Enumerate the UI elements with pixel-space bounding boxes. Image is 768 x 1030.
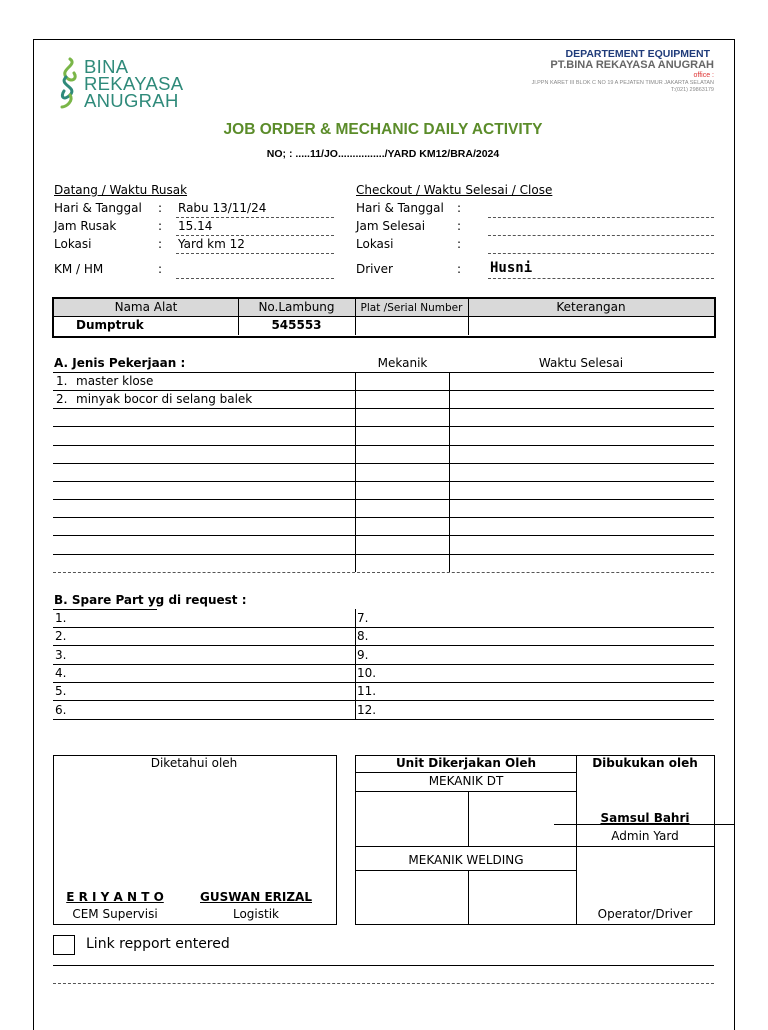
datang-colon: :: [158, 219, 163, 233]
jenis-row-line: [53, 554, 714, 555]
equipment-col-keterangan: Keterangan: [556, 300, 626, 314]
jenis-row-line: [53, 535, 714, 536]
logo-text-3: ANUGRAH: [84, 90, 179, 111]
spare-item-right[interactable]: 8.: [357, 629, 369, 644]
jenis-row-line: [53, 445, 714, 446]
company-name: PT.BINA REKAYASA ANUGRAH: [550, 59, 714, 71]
spare-item-left[interactable]: 5.: [55, 684, 67, 699]
logo-text-2: REKAYASA: [84, 73, 184, 94]
spare-row-line: [53, 645, 714, 646]
checkout-label: Jam Selesai: [356, 219, 426, 233]
datang-label: Jam Rusak: [54, 219, 117, 233]
equipment-lambung-value[interactable]: 545553: [271, 318, 322, 332]
jenis-row-line: [53, 517, 714, 518]
company-address: Jl.PPN KARET III BLOK C NO 19 A PEJATEN TIMUR JAKARTA SELATAN: [531, 80, 714, 86]
mekanik-col-header: Mekanik: [377, 356, 428, 370]
spare-row-line: [53, 664, 714, 665]
spare-row-line: [53, 627, 714, 628]
datang-value[interactable]: Rabu 13/11/24: [178, 201, 267, 215]
signatory-role-3: Admin Yard: [611, 829, 679, 843]
datang-value[interactable]: Yard km 12: [178, 237, 245, 251]
checkout-label: Hari & Tanggal: [356, 201, 444, 215]
form-title: JOB ORDER & MECHANIC DAILY ACTIVITY: [223, 121, 543, 138]
logo-swirl-icon: [56, 57, 84, 111]
spare-item-right[interactable]: 7.: [357, 611, 369, 625]
spare-heading: B. Spare Part yg di request :: [54, 593, 247, 607]
spare-item-left[interactable]: 3.: [55, 647, 67, 662]
checkout-colon: :: [457, 219, 462, 233]
signatory-name-1: E R I Y A N T O: [66, 890, 164, 904]
checkout-label: Driver: [356, 262, 393, 276]
spare-col-line: [355, 609, 356, 720]
unit-heading: Unit Dikerjakan Oleh: [395, 756, 537, 770]
jenis-bottom-line: [53, 572, 714, 573]
jenis-row-line: [53, 463, 714, 464]
checkout-label: Lokasi: [356, 237, 394, 251]
signatory-role-2: Logistik: [232, 907, 279, 921]
spare-item-left[interactable]: 4.: [55, 665, 67, 680]
spare-item-right[interactable]: 9.: [357, 647, 369, 662]
jenis-row-line: [53, 481, 714, 482]
spare-item-right[interactable]: 12.: [357, 702, 377, 717]
spare-item-left[interactable]: 2.: [55, 629, 67, 644]
datang-label: Hari & Tanggal: [54, 201, 142, 215]
jenis-item-no: 2.: [56, 392, 68, 406]
checkout-colon: :: [457, 237, 462, 251]
datang-value[interactable]: 15.14: [178, 219, 213, 233]
jenis-row-line: [53, 499, 714, 500]
dept-name: DEPARTEMENT EQUIPMENT: [565, 48, 710, 60]
spare-row-line: [53, 682, 714, 683]
signatory-role-1: CEM Supervisi: [72, 907, 158, 921]
logo-text-1: BINA: [84, 56, 129, 77]
link-report-checkbox[interactable]: [53, 935, 75, 955]
diketahui-label: Diketahui oleh: [150, 756, 238, 770]
equipment-nama-value[interactable]: Dumptruk: [76, 318, 144, 332]
checkout-colon: :: [457, 201, 462, 215]
jenis-row-line: [53, 390, 714, 391]
equipment-col-nama: Nama Alat: [114, 300, 178, 314]
jenis-col-line: [355, 372, 356, 572]
signatory-name-3: Samsul Bahri: [600, 811, 690, 825]
signatory-name-2: GUSWAN ERIZAL: [200, 890, 312, 904]
mekanik-dt-label: MEKANIK DT: [428, 774, 504, 788]
equipment-col-plat: Plat /Serial Number: [360, 302, 463, 314]
waktu-selesai-col-header: Waktu Selesai: [538, 356, 624, 370]
spare-item-right[interactable]: 10.: [357, 665, 377, 680]
company-phone: T:(021) 29863179: [670, 87, 714, 93]
checkout-colon: :: [457, 262, 462, 276]
spare-item-left[interactable]: 6.: [55, 702, 67, 717]
equipment-col-lambung: No.Lambung: [258, 300, 335, 314]
driver-name[interactable]: Husni: [490, 260, 533, 276]
jenis-row-line: [53, 372, 714, 373]
datang-label: Lokasi: [54, 237, 92, 251]
datang-label: KM / HM: [54, 262, 104, 276]
signatory-role-4: Operator/Driver: [597, 907, 693, 921]
office-label: office :: [693, 72, 714, 79]
jenis-row-line: [53, 426, 714, 427]
company-logo: [56, 57, 186, 111]
jenis-item-no: 1.: [56, 374, 68, 388]
spare-row-line: [53, 700, 714, 701]
datang-colon: :: [158, 237, 163, 251]
datang-colon: :: [158, 201, 163, 215]
jenis-row-line: [53, 408, 714, 409]
link-report-label: Link repport entered: [86, 936, 230, 952]
spare-item-right[interactable]: 11.: [357, 684, 377, 699]
checkout-heading: Checkout / Waktu Selesai / Close: [356, 183, 553, 197]
mekanik-welding-label: MEKANIK WELDING: [408, 853, 524, 867]
job-order-number: NO; : .....11/JO................/YARD KM12/BRA/2024: [266, 148, 500, 160]
jenis-item-text[interactable]: minyak bocor di selang balek: [76, 392, 253, 406]
datang-colon: :: [158, 262, 163, 276]
jenis-heading: A. Jenis Pekerjaan :: [54, 356, 186, 370]
dibukukan-label: Dibukukan oleh: [592, 756, 698, 770]
jenis-col-line: [449, 372, 450, 572]
spare-heading-underline: [53, 609, 157, 610]
datang-heading: Datang / Waktu Rusak: [54, 183, 188, 197]
spare-item-left[interactable]: 1.: [55, 611, 67, 625]
jenis-item-text[interactable]: master klose: [76, 374, 154, 388]
spare-row-line: [53, 719, 714, 720]
